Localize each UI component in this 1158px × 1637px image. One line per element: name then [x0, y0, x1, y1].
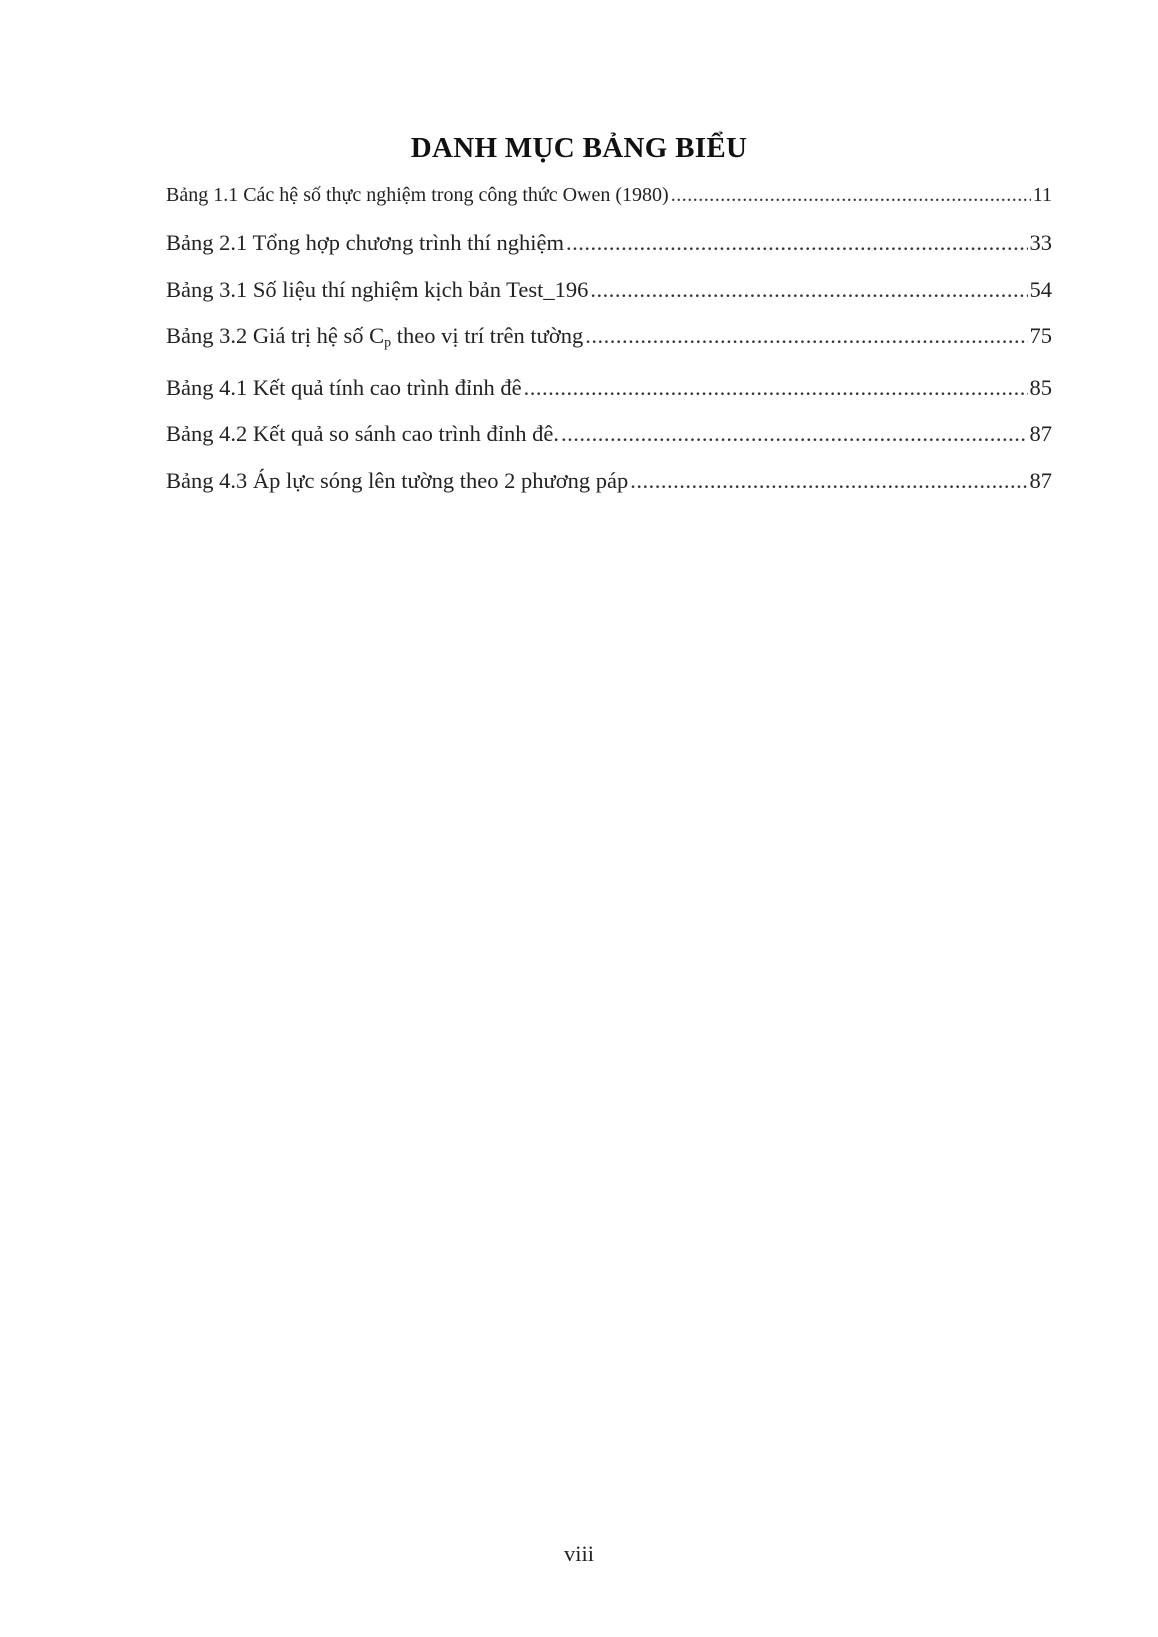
dot-leader	[585, 323, 1027, 349]
toc-entry-label-after: theo vị trí trên tường	[391, 323, 584, 348]
dot-leader	[630, 468, 1027, 494]
toc-entry-page: 33	[1029, 230, 1052, 255]
toc-entry-label-subscript: p	[384, 335, 392, 351]
toc-entry-label-before: Bảng 3.2 Giá trị hệ số C	[166, 323, 385, 348]
dot-leader	[671, 184, 1031, 207]
toc-entry-4-2[interactable]	[166, 421, 1052, 447]
toc-entry-page: 87	[1029, 421, 1052, 446]
toc-entry-label: Bảng 1.1 Các hệ số thực nghiệm trong công thức Owen (1980)	[166, 184, 669, 206]
toc-entry-2-1[interactable]	[166, 230, 1052, 256]
toc-entry-label: Bảng 4.3 Áp lực sóng lên tường theo 2 phương páp	[166, 468, 629, 493]
toc-entry-1-1[interactable]	[166, 184, 1052, 207]
toc-entry-3-2[interactable]	[166, 323, 1052, 349]
page-title: DANH MỤC BẢNG BIỂU	[410, 132, 748, 164]
toc-entry-3-1[interactable]	[166, 277, 1052, 303]
toc-entry-page: 87	[1029, 468, 1052, 493]
dot-leader	[590, 277, 1027, 303]
toc-entry-label: Bảng 2.1 Tổng hợp chương trình thí nghiệm	[166, 230, 565, 255]
dot-leader	[524, 375, 1028, 401]
dot-leader	[566, 230, 1027, 256]
toc-entry-page: 54	[1029, 277, 1052, 302]
toc-entry-label: Bảng 4.1 Kết quả tính cao trình đỉnh đê	[166, 375, 522, 400]
toc-entry-page: 11	[1032, 184, 1052, 206]
toc-entry-label: Bảng 3.1 Số liệu thí nghiệm kịch bản Test_196	[166, 277, 589, 302]
dot-leader	[561, 421, 1027, 447]
toc-entry-4-3[interactable]	[166, 468, 1052, 494]
toc-entry-label: Bảng 4.2 Kết quả so sánh cao trình đỉnh đê.	[166, 421, 560, 446]
page-number: viii	[563, 1541, 594, 1566]
toc-entry-page: 75	[1029, 323, 1052, 348]
toc-entry-label	[166, 323, 583, 349]
toc-entry-page: 85	[1029, 375, 1052, 400]
toc-entry-4-1[interactable]	[166, 375, 1052, 401]
